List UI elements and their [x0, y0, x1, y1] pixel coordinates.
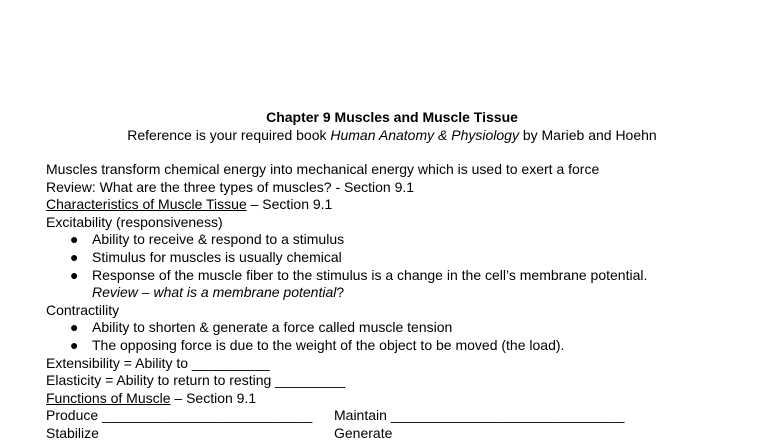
functions-heading: Functions of Muscle — [46, 389, 171, 406]
intro-line: Muscles transform chemical energy into mechanical energy which is used to exert a force — [46, 161, 600, 177]
functions-row-1 — [46, 407, 776, 425]
review-line: Review: What are the three types of muscles? - Section 9.1 — [46, 178, 415, 195]
list-item — [46, 249, 776, 267]
list-item-text: Stimulus for muscles is usually chemical — [92, 248, 342, 265]
excitability-heading: Excitability (responsiveness) — [46, 213, 223, 230]
bullet-icon: ● — [70, 319, 79, 336]
reference-suffix: by Marieb and Hoehn — [518, 127, 657, 143]
list-item — [46, 319, 776, 337]
body-text — [46, 161, 776, 443]
functions-section: – Section 9.1 — [170, 389, 257, 406]
membrane-potential-note — [46, 284, 776, 302]
contractility-list — [46, 319, 776, 354]
elasticity-line: Elasticity = Ability to return to resting _________ — [46, 372, 346, 389]
note-end: ? — [336, 284, 345, 301]
list-item-text: Ability to receive & respond to a stimulus — [92, 231, 345, 248]
bullet-icon: ● — [70, 266, 79, 283]
list-item — [46, 337, 776, 355]
produce-blank: Produce ___________________________ — [46, 407, 313, 424]
note-italic: Review – what is a membrane potential — [92, 284, 337, 301]
excitability-list — [46, 231, 776, 284]
characteristics-heading: Characteristics of Muscle Tissue — [46, 196, 247, 213]
bullet-icon: ● — [70, 231, 79, 248]
characteristics-heading-line — [46, 196, 776, 214]
stabilize-text: Stabilize — [46, 424, 99, 441]
list-item-text: Ability to shorten & generate a force called muscle tension — [92, 319, 453, 336]
list-item — [46, 231, 776, 249]
maintain-blank: Maintain ______________________________ — [334, 407, 625, 424]
title-block — [0, 108, 784, 144]
generate-text: Generate — [334, 424, 393, 441]
reference-prefix: Reference is your required book — [127, 127, 331, 143]
functions-heading-line — [46, 390, 776, 408]
page-title: Chapter 9 Muscles and Muscle Tissue — [266, 109, 518, 125]
functions-row-2 — [46, 425, 776, 443]
list-item — [46, 267, 776, 285]
bullet-icon: ● — [70, 248, 79, 265]
extensibility-line: Extensibility = Ability to __________ — [46, 354, 270, 371]
contractility-heading: Contractility — [46, 301, 120, 318]
list-item-text: The opposing force is due to the weight of the object to be moved (the load). — [92, 336, 565, 353]
reference-book-title: Human Anatomy & Physiology — [330, 127, 519, 143]
characteristics-section: – Section 9.1 — [246, 196, 333, 213]
bullet-icon: ● — [70, 336, 79, 353]
reference-line — [0, 126, 784, 144]
list-item-text: Response of the muscle fiber to the stimulus is a change in the cell’s membrane potential. — [92, 266, 648, 283]
